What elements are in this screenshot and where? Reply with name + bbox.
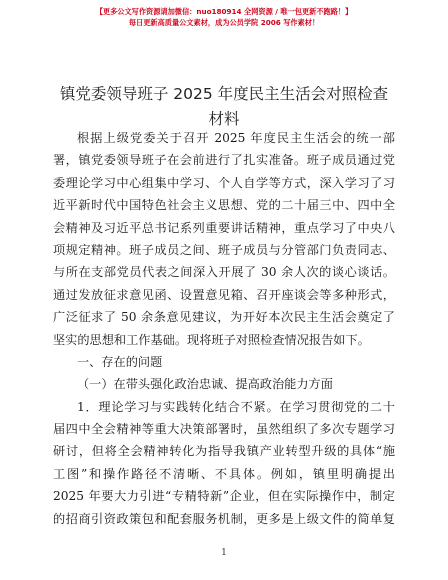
paragraph-line: 会精神及习近平总书记系列重要讲话精神，重点学习了中央八 xyxy=(53,220,395,235)
document-body xyxy=(53,127,395,530)
document-title-line-1: 镇党委领导班子 2025 年度民主生活会对照检查 xyxy=(59,85,389,103)
paragraph-line: 的招商引资政策包和配套服务机制，更多是上级文件的简单复 xyxy=(53,511,395,526)
paragraph-line: 坚实的思想和工作基础。现将班子对照检查情况报告如下。 xyxy=(53,332,370,347)
subsection-heading: （一）在带头强化政治忠诚、提高政治能力方面 xyxy=(77,377,333,392)
promo-banner-line-2: 每日更新高质量公文素材，成为公员学院 2006 写作素材！ xyxy=(128,18,320,27)
paragraph-line: 项规定精神。班子成员之间、班子成员与分管部门负责同志、 xyxy=(53,242,395,257)
section-heading: 一、存在的问题 xyxy=(77,354,163,369)
paragraph-line: 署，镇党委领导班子在会前进行了扎实准备。班子成员通过党 xyxy=(53,153,395,168)
paragraph-line: 研讨，但将全会精神转化为指导我镇产业转型升级的具体“施 xyxy=(53,444,395,459)
paragraph-line: 届四中全会精神等重大决策部署时，虽然组织了多次专题学习 xyxy=(53,422,395,437)
intro-paragraph xyxy=(53,127,395,351)
paragraph-line: 与所在支部党员代表之间深入开展了 30 余人次的谈心谈话。 xyxy=(53,265,395,280)
document-title xyxy=(40,82,408,132)
promo-banner-line-1: 【更多公文写作资源请加微信：nuo180914 全网资源 / 唯一包更新不跑路！】 xyxy=(95,7,353,16)
paragraph-line: 工图”和操作路径不清晰、不具体。例如，镇里明确提出 xyxy=(53,466,395,481)
document-title-line-2: 材料 xyxy=(208,110,240,128)
paragraph-line: 通过发放征求意见函、设置意见箱、召开座谈会等多种形式， xyxy=(53,287,395,302)
paragraph-line: 委理论学习中心组集中学习、个人自学等方式，深入学习了习 xyxy=(53,175,395,190)
issue-paragraph xyxy=(53,396,395,530)
paragraph-line: 2025 年要大力引进“专精特新”企业，但在实际操作中，制定 xyxy=(53,489,395,504)
promo-banner xyxy=(0,6,448,28)
page-number: 1 xyxy=(221,548,227,558)
paragraph-line: 根据上级党委关于召开 2025 年度民主生活会的统一部 xyxy=(77,131,395,145)
paragraph-line: 广泛征求了 50 余条意见建议，为开好本次民主生活会奠定了 xyxy=(53,310,395,325)
paragraph-line: 1．理论学习与实践转化结合不紧。在学习贯彻党的二十 xyxy=(77,399,395,414)
paragraph-line: 近平新时代中国特色社会主义思想、党的二十届三中、四中全 xyxy=(53,198,395,213)
